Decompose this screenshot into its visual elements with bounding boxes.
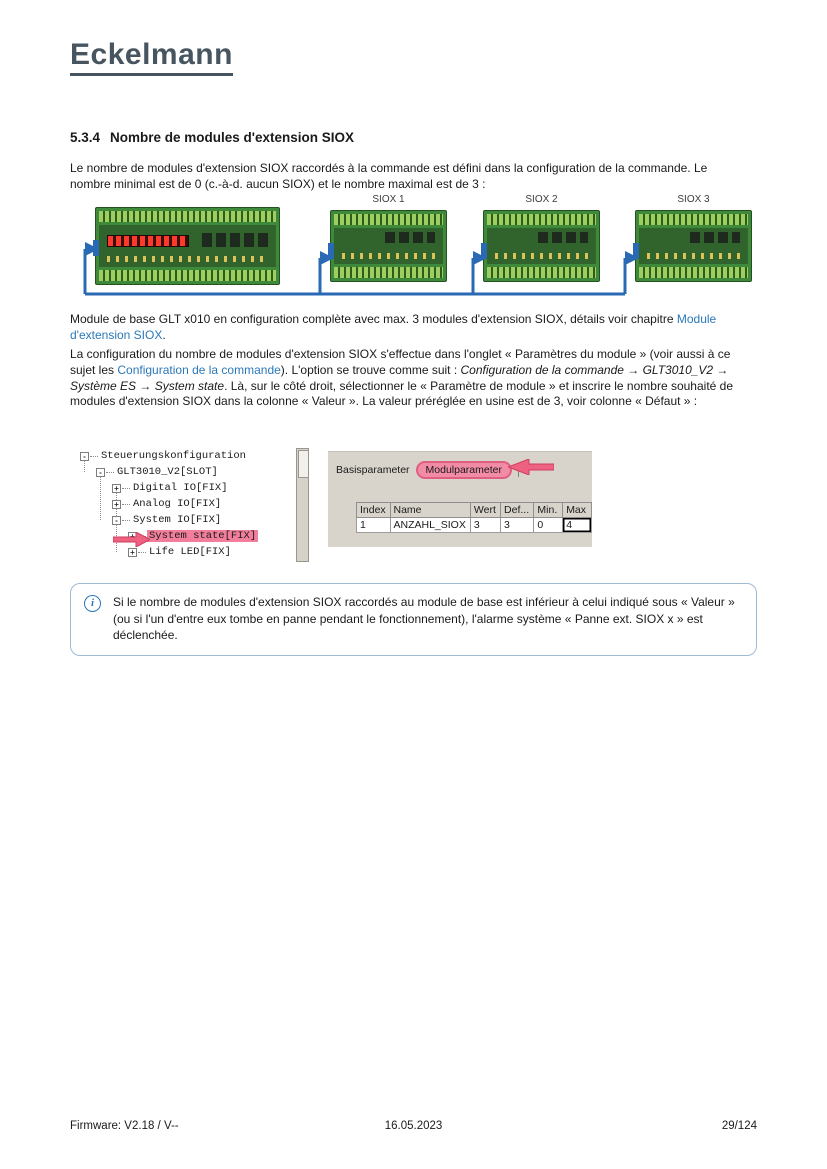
section-title: Nombre de modules d'extension SIOX xyxy=(110,130,355,145)
info-box xyxy=(70,583,757,656)
parameter-table xyxy=(356,502,592,533)
tree-connector xyxy=(138,552,146,553)
link-configuration-commande[interactable]: Configuration de la commande xyxy=(117,362,281,377)
tree-item-glt3010: - GLT3010_V2[SLOT] xyxy=(96,464,220,480)
config-text-3: . Là, sur le côté droit, sélectionner le « Paramètre de module » et inscrire le nombre souhaité de modules d'extension SIOX dans la colonne « Valeur ». La valeur préréglée en usine est de 3, voir colonne « Défaut » : xyxy=(70,378,734,409)
tab-bar xyxy=(336,460,519,480)
tree-expand-icon: + xyxy=(128,532,137,541)
footer-page-number: 29/124 xyxy=(721,1120,757,1132)
component-row xyxy=(647,253,740,259)
terminal-strip xyxy=(639,214,748,225)
base-module-board xyxy=(95,207,280,285)
col-wert: Wert xyxy=(470,503,500,518)
tree-connector xyxy=(122,504,130,505)
tree-connector xyxy=(106,472,114,473)
scrollbar-thumb xyxy=(298,450,309,478)
siox2-board xyxy=(483,210,600,282)
cell-default: 3 xyxy=(501,518,534,533)
tree-collapse-icon: - xyxy=(112,516,121,525)
annotation-arrow-left-icon xyxy=(508,459,554,475)
parameter-panel xyxy=(328,451,592,547)
pcb-components xyxy=(487,228,596,264)
tree-expand-icon: + xyxy=(112,484,121,493)
link-module-extension-siox[interactable]: Module d'extension SIOX xyxy=(70,312,717,342)
menu-path: Configuration de la commande → GLT3010_V2 → Système ES → System state xyxy=(70,362,729,393)
bus-plug xyxy=(481,243,487,259)
highlighted-tree-label: System state[FIX] xyxy=(149,530,257,542)
bus-plug xyxy=(93,240,99,256)
eckelmann-logo: Eckelmann xyxy=(70,40,233,76)
config-text-1: La configuration du nombre de modules d'extension SIOX s'effectue dans l'onglet « Paramètres du module » (voir aussi à ce sujet les xyxy=(70,347,731,377)
info-text: Si le nombre de modules d'extension SIOX raccordés au module de base est inférieur à celui indiqué sous « Valeur » (ou si l'un d'entre eux tombe en panne pendant le fonctionnement), l'alarme système « Panne ext. SIOX x » est déclenchée. xyxy=(113,595,735,642)
tree-collapse-icon: - xyxy=(96,468,105,477)
terminal-strip xyxy=(639,267,748,278)
tab-basisparameter: Basisparameter xyxy=(336,464,410,476)
caption-text: Module de base GLT x010 en configuration complète avec max. 3 modules d'extension SIOX, détails voir chapitre xyxy=(70,312,677,326)
tree-expand-icon: + xyxy=(128,548,137,557)
component-row xyxy=(107,256,268,262)
tree-item-life-led: + Life LED[FIX] xyxy=(128,544,233,560)
caption-period: . xyxy=(162,327,166,342)
annotation-arrow-right-icon xyxy=(113,532,150,547)
config-text-2: ). L'option se trouve comme suit : xyxy=(280,362,461,377)
component-row xyxy=(495,253,588,259)
tree-item-steuerungskonfiguration: - Steuerungskonfiguration xyxy=(80,448,248,464)
col-name: Name xyxy=(390,503,470,518)
tree-connector xyxy=(122,488,130,489)
tree-item-system-io: - System IO[FIX] xyxy=(112,512,223,528)
chip-row xyxy=(690,232,740,243)
tree-item-digital-io: + Digital IO[FIX] xyxy=(112,480,230,496)
tree-connector xyxy=(122,520,130,521)
terminal-strip xyxy=(487,267,596,278)
chip-row xyxy=(538,232,588,243)
terminal-strip xyxy=(334,267,443,278)
tree-collapse-icon: - xyxy=(80,452,89,461)
pcb-components xyxy=(99,225,276,267)
cell-name: ANZAHL_SIOX xyxy=(390,518,470,533)
tree-scrollbar xyxy=(296,448,309,562)
footer-firmware-version: Firmware: V2.18 / V-- xyxy=(70,1120,179,1132)
col-index: Index xyxy=(357,503,391,518)
software-screenshot xyxy=(70,448,630,566)
siox1-board xyxy=(330,210,447,282)
module-figure xyxy=(70,194,770,308)
component-row xyxy=(342,253,435,259)
table-header-row xyxy=(357,503,592,518)
intro-paragraph: Le nombre de modules d'extension SIOX raccordés à la commande est défini dans la configuration de la commande. Le nombre minimal est de 0 (c.-à-d. aucun SIOX) et le nombre maximal est de 3 : xyxy=(70,161,708,191)
col-max: Max xyxy=(563,503,592,518)
tree-connector xyxy=(90,456,98,457)
siox3-board xyxy=(635,210,752,282)
tree-expand-icon: + xyxy=(112,500,121,509)
terminal-strip xyxy=(99,211,276,222)
siox1-label: SIOX 1 xyxy=(372,194,405,205)
cell-index: 1 xyxy=(357,518,391,533)
table-row-anzahl-siox xyxy=(357,518,592,533)
col-default: Def... xyxy=(501,503,534,518)
info-icon: i xyxy=(84,595,101,612)
led-display xyxy=(107,235,189,247)
chip-row xyxy=(385,232,435,243)
caption-paragraph xyxy=(70,312,738,344)
bus-plug xyxy=(328,243,334,259)
section-number: 5.3.4 xyxy=(70,130,101,145)
col-min: Min. xyxy=(534,503,563,518)
footer xyxy=(70,1120,757,1134)
cell-max-selected: 4 xyxy=(563,518,592,533)
section-heading xyxy=(70,130,354,145)
config-paragraph xyxy=(70,347,754,410)
siox2-label: SIOX 2 xyxy=(525,194,558,205)
terminal-strip xyxy=(99,270,276,281)
terminal-strip xyxy=(487,214,596,225)
bus-plug xyxy=(633,243,639,259)
configuration-tree xyxy=(76,448,292,562)
cell-min: 0 xyxy=(534,518,563,533)
tree-item-analog-io: + Analog IO[FIX] xyxy=(112,496,223,512)
chip-row xyxy=(202,233,268,247)
terminal-strip xyxy=(334,214,443,225)
cell-wert: 3 xyxy=(470,518,500,533)
pcb-components xyxy=(639,228,748,264)
pcb-components xyxy=(334,228,443,264)
footer-date: 16.05.2023 xyxy=(384,1120,443,1132)
siox3-label: SIOX 3 xyxy=(677,194,710,205)
tree-guide-line xyxy=(100,477,101,520)
tab-modulparameter: Modulparameter xyxy=(416,461,512,479)
